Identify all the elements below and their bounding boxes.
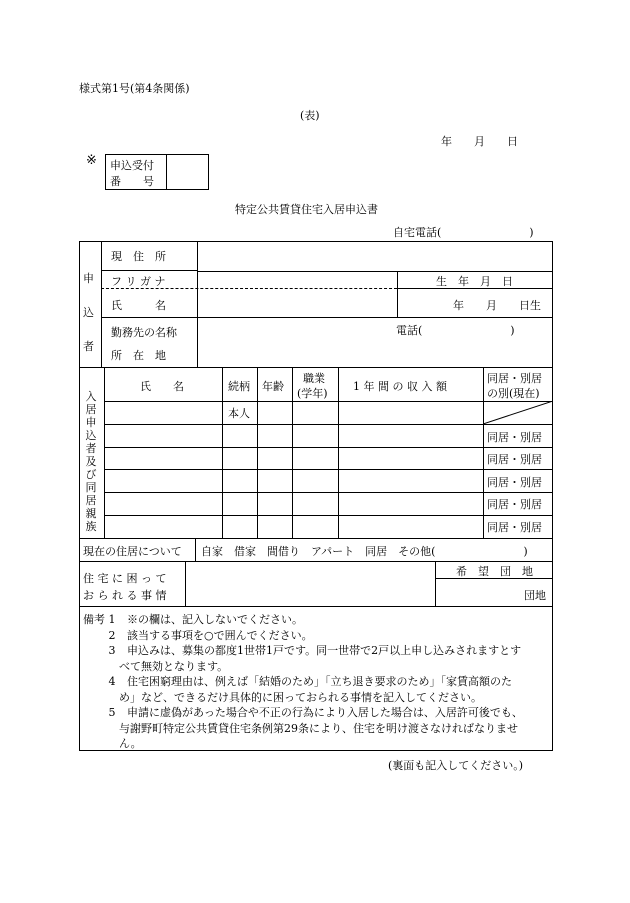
cohab-option-2[interactable]: 同居・別居 [487,453,542,466]
header-relation: 続柄 [228,380,250,393]
housing-reason-label-1: 住 宅 に 困 っ て [83,572,167,585]
reception-mark: ※ [86,153,97,168]
home-phone: 自宅電話( ) [393,226,534,239]
note-item: 2 該当する事項を○で囲んでください。 [108,628,313,642]
header-age: 年齢 [262,380,284,393]
cohab-option-1[interactable]: 同居・別居 [487,431,542,444]
name-field[interactable] [198,289,396,316]
self-relation: 本人 [228,407,250,420]
reception-label-2: 番 号 [110,175,154,188]
cohab-option-4[interactable]: 同居・別居 [487,498,542,511]
header-income: 1 年 間 の 収 入 額 [353,380,447,393]
workplace-name-label: 勤務先の名称 [111,326,177,339]
work-phone: 電話( ) [396,324,515,337]
diagonal-slash [483,401,553,424]
furigana-field[interactable] [198,272,396,287]
cohab-option-5[interactable]: 同居・別居 [487,521,542,534]
note-item: 3 申込みは、募集の都度1世帯1戸です。同一世帯で2戸以上申し込みされますとす べて無効となります。 [108,644,522,673]
note-item: 5 申請に虚偽があった場合や不正の行為により入居した場合は、入居許可後でも、 与謝野町特定公共賃貸住宅条例第29条により、住宅を明け渡さなければなりませ ん。 [108,706,523,750]
housing-reason-label-2: お ら れ る 事 情 [83,589,167,602]
note-item: 1 ※の欄は、記入しないでください。 [108,613,303,626]
furigana-label: フ リ ガ ナ [111,275,166,288]
workplace-address-label: 所 在 地 [111,349,166,362]
reception-number-field[interactable] [167,155,208,189]
residence-label: 現在の住居について [83,545,182,558]
form-number: 様式第1号(第4条関係) [79,82,190,95]
family-section-label: 入居申込者及び同居親族 [85,390,97,533]
reception-box [105,154,209,190]
residence-options[interactable]: 自家 借家 間借り アパート 同居 その他( ) [201,545,528,558]
desired-complex-field[interactable] [436,579,520,605]
note-item: 4 住宅困窮理由は、例えば「結婚のため」「立ち退き要求のため」「家賃高額のた め」など、できるだけ具体的に困っておられる事情を記入してください。 [108,675,512,704]
reception-label-1: 申込受付 [110,159,154,172]
header-cohabitation-1: 同居・別居 [487,372,542,385]
header-name: 氏 名 [140,380,184,393]
address-field[interactable] [198,242,552,270]
birth-date-value: 年 月 日生 [453,299,541,312]
name-label: 氏 名 [111,299,166,312]
housing-reason-field[interactable] [186,562,434,605]
header-job: 職業 [303,372,325,385]
address-label: 現 住 所 [111,250,166,263]
header-grade: (学年) [297,387,328,400]
header-cohabitation-2: の別(現在) [487,387,540,400]
complex-suffix: 団地 [524,589,546,602]
form-title: 特定公共賃貸住宅入居申込書 [235,203,378,216]
birth-label: 生 年 月 日 [436,275,513,288]
date-line: 年 月 日 [441,135,518,148]
side-label: (表) [300,109,320,122]
applicant-section-label: 申 込 者 [83,272,94,353]
desired-complex-label: 希 望 団 地 [456,565,533,578]
cohab-option-3[interactable]: 同居・別居 [487,476,542,489]
notes-label: 備考 [83,613,105,626]
footer-note: (裏面も記入してください。) [388,759,524,772]
